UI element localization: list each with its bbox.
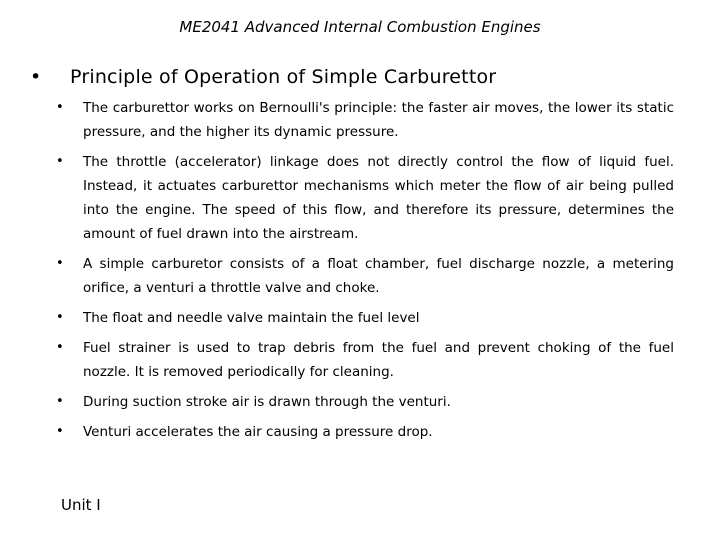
bullet-icon: • [56, 100, 64, 115]
slide-heading [30, 66, 496, 88]
bullet-icon: • [56, 256, 64, 271]
bullet-icon: • [56, 310, 64, 325]
list-item-text: The carburettor works on Bernoulli's principle: the faster air moves, the lower its static pressure, and the higher its dynamic pressure. [83, 100, 674, 140]
bullet-icon: • [56, 424, 64, 439]
bullet-icon: • [56, 394, 64, 409]
list-item-text: During suction stroke air is drawn through the venturi. [83, 394, 451, 410]
list-item-text: The float and needle valve maintain the fuel level [83, 310, 420, 326]
list-item [56, 306, 674, 330]
list-item [56, 390, 674, 414]
list-item-text: A simple carburetor consists of a float chamber, fuel discharge nozzle, a metering orifice, a venturi a throttle valve and choke. [83, 256, 674, 296]
list-item-text: The throttle (accelerator) linkage does not directly control the flow of liquid fuel. Instead, it actuates carburettor mechanisms which meter the flow of air being pulled into the engine. The speed of this flow, and therefore its pressure, determines the amount of fuel drawn into the airstream. [83, 154, 674, 242]
list-item [56, 150, 674, 246]
slide-header: ME2041 Advanced Internal Combustion Engines [179, 18, 541, 36]
heading-text: Principle of Operation of Simple Carburettor [70, 66, 497, 88]
bullet-list [56, 96, 674, 450]
slide-footer: Unit I [61, 496, 101, 514]
list-item-text: Venturi accelerates the air causing a pressure drop. [83, 424, 433, 440]
list-item [56, 252, 674, 300]
bullet-icon: • [56, 340, 64, 355]
list-item [56, 420, 674, 444]
bullet-icon: • [56, 154, 64, 169]
bullet-icon: • [30, 66, 42, 88]
list-item-text: Fuel strainer is used to trap debris from the fuel and prevent choking of the fuel nozzle. It is removed periodically for cleaning. [83, 340, 674, 380]
list-item [56, 336, 674, 384]
list-item [56, 96, 674, 144]
